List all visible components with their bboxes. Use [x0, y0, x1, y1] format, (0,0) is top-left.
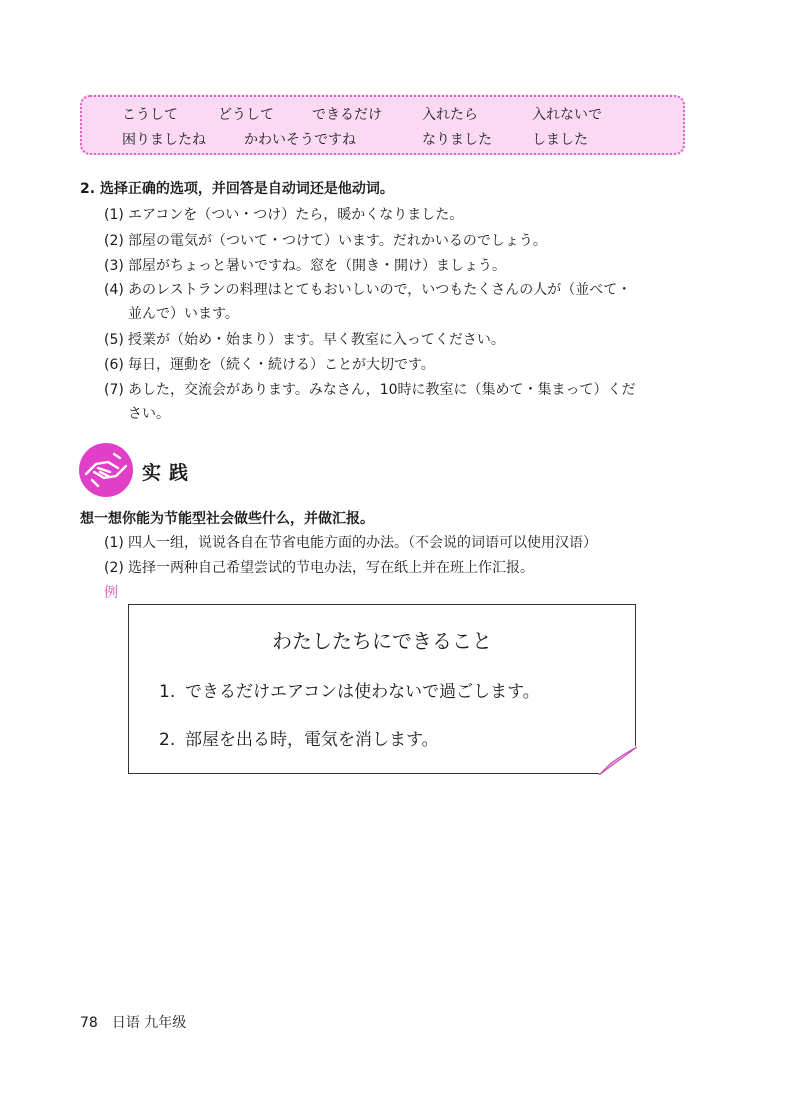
word-option: どうして [218, 107, 274, 123]
word-option: なりました [422, 132, 492, 148]
note-line [159, 677, 540, 702]
item-number: (3) [104, 258, 124, 274]
word-option: 入れないで [532, 107, 602, 123]
item-text: 选择一两种自己希望尝试的节电办法，写在纸上并在班上作汇报。 [128, 560, 534, 576]
task-heading: 想一想你能为节能型社会做些什么，并做汇报。 [80, 511, 374, 527]
word-option: 困りましたね [122, 132, 206, 148]
word-choice-box [80, 95, 685, 155]
example-label: 例 [104, 585, 118, 601]
item-number: (6) [104, 357, 124, 373]
item-number: (7) [104, 382, 124, 398]
example-note [128, 604, 636, 774]
item-number: (2) [104, 560, 124, 576]
item-text: 部屋がちょっと暑いですね。窓を（開き・開け）ましょう。 [128, 258, 506, 274]
question-item [104, 204, 463, 224]
item-text: あした，交流会があります。みなさん，10時に教室に（集めて・集まって）くだ [128, 382, 636, 398]
word-option: できるだけ [312, 107, 382, 123]
question-item [104, 255, 506, 275]
question-heading: 2. 选择正确的选项，并回答是自动词还是他动词。 [80, 181, 394, 197]
item-number: (2) [104, 233, 124, 249]
item-text: 四人一组，说说各自在节省电能方面的办法。（不会说的词语可以使用汉语） [128, 535, 597, 551]
question-item [104, 329, 505, 349]
page-number: 78 [80, 1015, 98, 1031]
item-text: 授業が（始め・始まり）ます。早く教室に入ってください。 [128, 332, 505, 348]
section-title: 实践 [142, 462, 197, 484]
question-item [104, 379, 636, 399]
question-item [104, 354, 435, 374]
item-number: (1) [104, 535, 124, 551]
word-option: こうして [122, 107, 178, 123]
item-number: (4) [104, 282, 124, 298]
item-text: エアコンを（つい・つけ）たら，暖かくなりました。 [128, 207, 464, 223]
question-item [104, 230, 547, 250]
book-title: 日语 九年级 [111, 1015, 187, 1031]
item-number: (5) [104, 332, 124, 348]
item-text: 毎日，運動を（続く・続ける）ことが大切です。 [128, 357, 435, 373]
item-text: 部屋の電気が（ついて・つけて）います。だれかいるのでしょう。 [128, 233, 547, 249]
item-text: あのレストランの料理はとてもおいしいので，いつもたくさんの人が（並べて・ [128, 282, 632, 298]
line-text: 部屋を出る時，電気を消します。 [185, 730, 439, 750]
line-number: 1. [159, 682, 176, 702]
line-number: 2. [159, 730, 176, 750]
note-title: わたしたちにできること [272, 629, 492, 653]
question-item [104, 279, 631, 299]
item-text-continuation: 並んで）います。 [128, 306, 239, 322]
line-text: できるだけエアコンは使わないで過ごします。 [185, 682, 540, 702]
word-option: かわいそうですね [244, 132, 356, 148]
item-number: (1) [104, 207, 124, 223]
task-item [104, 532, 597, 552]
page-curl-icon [597, 745, 637, 775]
note-line [159, 725, 439, 750]
page-footer [80, 1012, 186, 1032]
handshake-icon [78, 442, 134, 498]
task-item [104, 557, 534, 577]
word-option: しました [532, 132, 588, 148]
word-option: 入れたら [422, 107, 478, 123]
item-text-continuation: さい。 [128, 406, 170, 422]
